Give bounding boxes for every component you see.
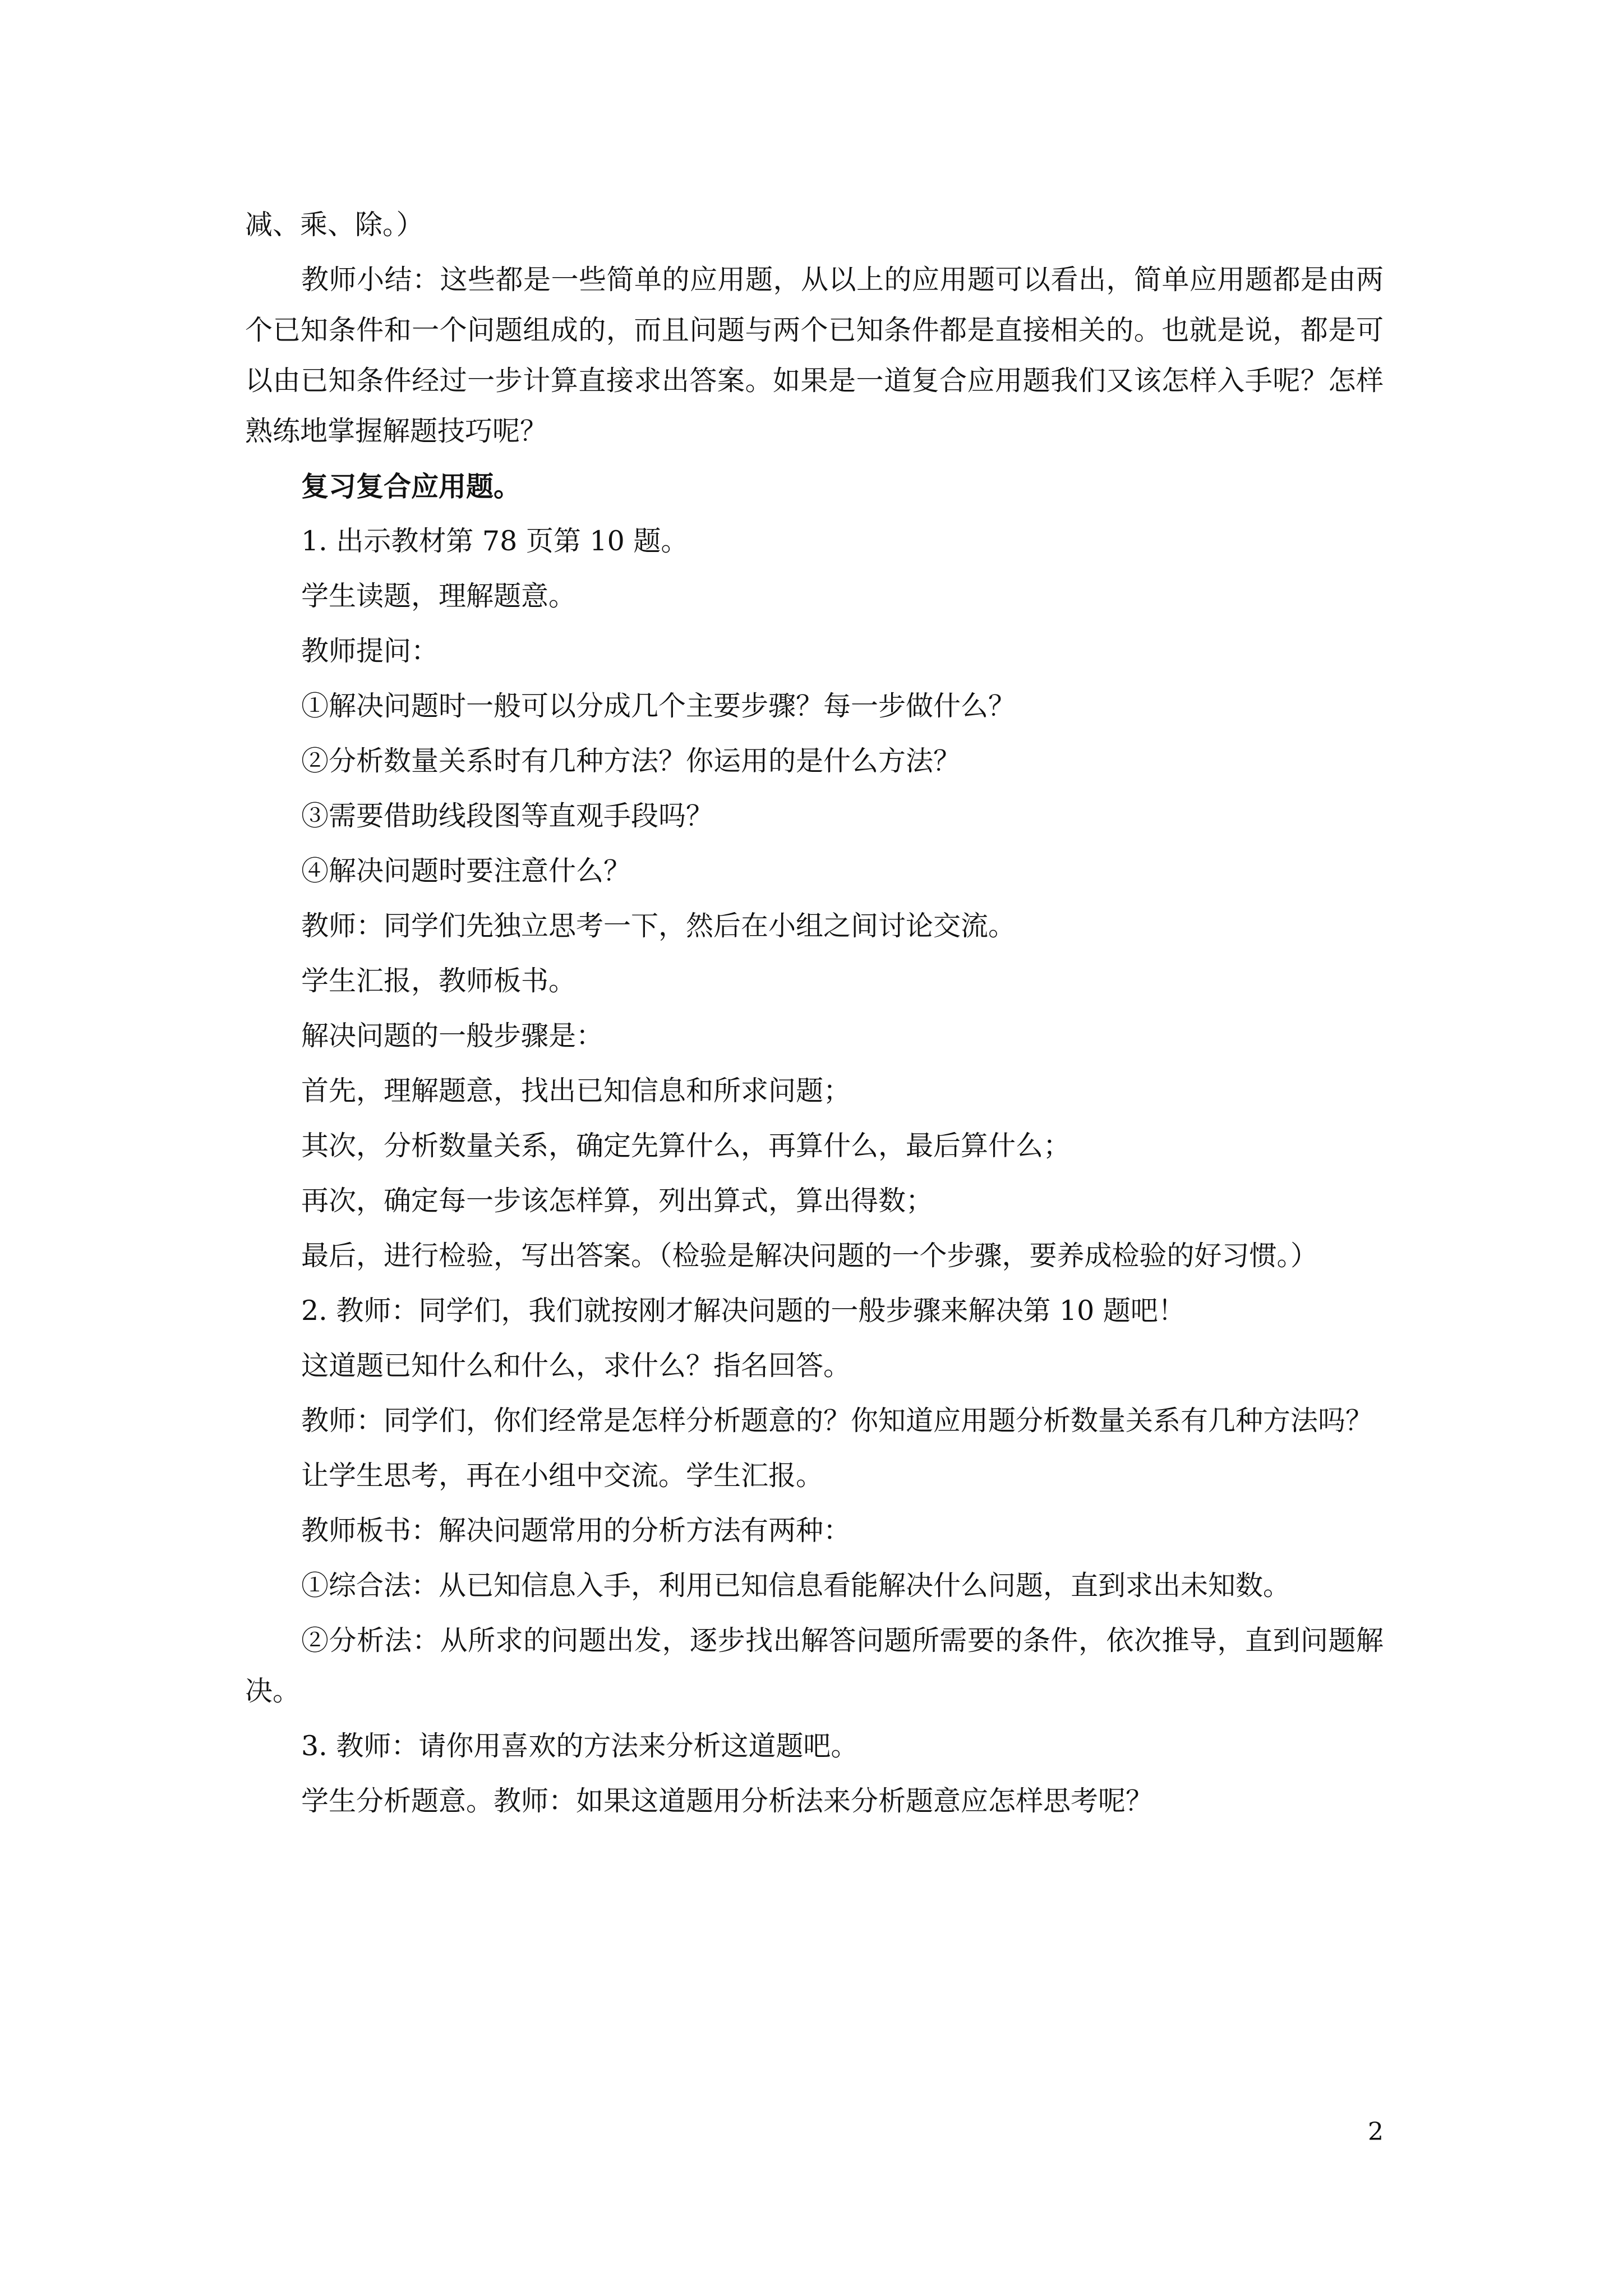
step-item: 其次，分析数量关系，确定先算什么，再算什么，最后算什么；	[301, 1130, 1071, 1162]
section-heading: 复习复合应用题。	[301, 470, 522, 503]
paragraph: 教师小结：这些都是一些简单的应用题，从以上的应用题可以看出，简单应用题都是由两个已知条件和一个问题组成的，而且问题与两个已知条件都是直接相关的。也就是说，都是可以由已知条件经过一步计算直接求出答案。如果是一道复合应用题我们又该怎样入手呢？怎样熟练地掌握解题技巧呢？	[245, 264, 1384, 447]
paragraph: 教师：同学们先独立思考一下，然后在小组之间讨论交流。	[301, 910, 1016, 942]
paragraph: 解决问题的一般步骤是：	[301, 1020, 604, 1052]
method-item: ①综合法：从已知信息入手，利用已知信息看能解决什么问题，直到求出未知数。	[301, 1570, 1291, 1602]
paragraph: 教师：同学们，你们经常是怎样分析题意的？你知道应用题分析数量关系有几种方法吗？	[301, 1405, 1373, 1437]
paragraph: 学生汇报，教师板书。	[301, 965, 577, 997]
paragraph: 2. 教师：同学们，我们就按刚才解决问题的一般步骤来解决第 10 题吧！	[301, 1295, 1186, 1327]
paragraph: 教师提问：	[301, 635, 439, 667]
question-item: ④解决问题时要注意什么？	[301, 855, 631, 887]
page-number: 2	[1368, 2118, 1384, 2146]
question-item: ③需要借助线段图等直观手段吗？	[301, 800, 714, 832]
step-item: 最后，进行检验，写出答案。（检验是解决问题的一个步骤，要养成检验的好习惯。）	[301, 1240, 1318, 1272]
paragraph: 让学生思考，再在小组中交流。学生汇报。	[301, 1460, 824, 1492]
document-body	[245, 200, 1384, 1831]
question-item: ②分析数量关系时有几种方法？你运用的是什么方法？	[301, 745, 961, 777]
step-item: 首先，理解题意，找出已知信息和所求问题；	[301, 1075, 851, 1107]
paragraph: 3. 教师：请你用喜欢的方法来分析这道题吧。	[301, 1730, 859, 1762]
step-item: 再次，确定每一步该怎样算，列出算式，算出得数；	[301, 1185, 934, 1217]
paragraph: 1. 出示教材第 78 页第 10 题。	[301, 525, 689, 557]
method-item: ②分析法：从所求的问题出发，逐步找出解答问题所需要的条件，依次推导，直到问题解决。	[245, 1625, 1384, 1707]
paragraph: 减、乘、除。）	[245, 209, 424, 241]
paragraph: 教师板书：解决问题常用的分析方法有两种：	[301, 1515, 851, 1547]
paragraph: 学生分析题意。教师：如果这道题用分析法来分析题意应怎样思考呢？	[301, 1785, 1154, 1817]
paragraph: 这道题已知什么和什么，求什么？指名回答。	[301, 1350, 851, 1382]
question-item: ①解决问题时一般可以分成几个主要步骤？每一步做什么？	[301, 690, 1016, 722]
paragraph: 学生读题，理解题意。	[301, 580, 577, 612]
